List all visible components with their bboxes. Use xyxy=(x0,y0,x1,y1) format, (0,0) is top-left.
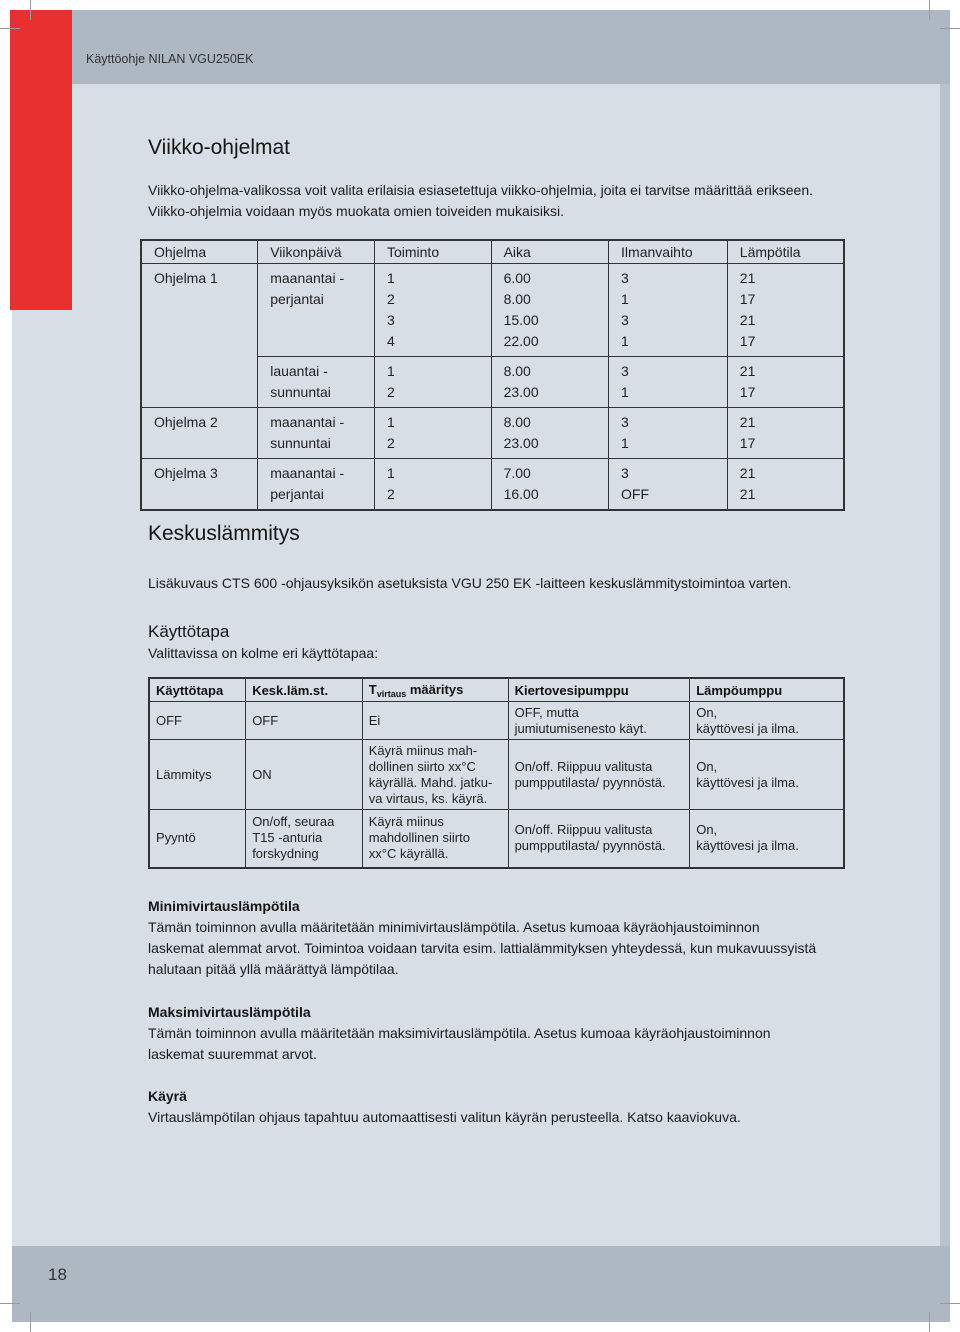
cell-line: maanantai - xyxy=(270,270,345,286)
weekly-programs-intro xyxy=(148,180,868,222)
table-cell-mode xyxy=(149,810,246,868)
table-cell-day xyxy=(258,264,375,357)
cell-line: 1 xyxy=(386,414,395,430)
table-header-row xyxy=(149,678,844,702)
table-cell-day xyxy=(258,357,375,408)
text-line: Tämän toiminnon avulla määritetään minimivirtauslämpötila. Asetus kumoaa käyräohjaustoiminnon xyxy=(148,919,760,935)
table-cell-func xyxy=(374,264,491,357)
cell-line: 21 xyxy=(739,465,756,481)
table-cell-heat xyxy=(690,702,844,740)
cell-line: 3 xyxy=(386,312,395,328)
table-cell-vent xyxy=(609,459,728,511)
cell-line: 21 xyxy=(739,270,756,286)
cell-line: On/off. Riippuu valitusta xyxy=(514,758,653,774)
cell-line: forskydning xyxy=(252,846,319,862)
table-cell-temp xyxy=(727,408,844,459)
cell-line: sunnuntai xyxy=(270,384,331,400)
table-row xyxy=(149,810,844,868)
cell-line: 8.00 xyxy=(503,291,531,307)
cell-line: 3 xyxy=(621,312,629,328)
cell-line: Ohjelma 3 xyxy=(154,465,218,481)
cell-line: 21 xyxy=(739,363,756,379)
cell-line: 3 xyxy=(621,363,629,379)
table-row xyxy=(141,459,844,511)
cell-line: 1 xyxy=(621,435,629,451)
cell-line: Käyrä miinus mah- xyxy=(368,742,478,758)
page-number: 18 xyxy=(48,1265,67,1284)
cell-line: 16.00 xyxy=(503,486,539,502)
column-header: Ohjelma xyxy=(141,240,258,264)
cell-line: Ei xyxy=(368,712,381,728)
cell-line: 21 xyxy=(739,312,756,328)
cell-line: maanantai - xyxy=(270,465,345,481)
table-cell-t xyxy=(362,740,508,810)
table-cell-program xyxy=(141,408,258,459)
central-heating-title: Keskuslämmitys xyxy=(148,522,300,545)
cell-line: maanantai - xyxy=(270,414,345,430)
cell-line: 4 xyxy=(386,333,395,349)
cell-line: 2 xyxy=(386,486,395,502)
cell-line: 2 xyxy=(386,435,395,451)
table-cell-t xyxy=(362,702,508,740)
cell-line: 15.00 xyxy=(503,312,539,328)
cell-line: Ohjelma 2 xyxy=(154,414,218,430)
cell-line: Pyyntö xyxy=(156,830,196,846)
table-row xyxy=(141,357,844,408)
cell-line: perjantai xyxy=(270,486,324,502)
min-flow-temp-title: Minimivirtauslämpötila xyxy=(148,898,300,914)
column-header: Käyttötapa xyxy=(149,678,246,702)
intro-line: Lisäkuvaus CTS 600 -ohjausyksikön asetuksista VGU 250 EK -laitteen keskuslämmitystoimintoa varten. xyxy=(148,575,792,591)
header-band xyxy=(12,10,950,84)
max-flow-temp-text xyxy=(148,1023,868,1065)
min-flow-temp-text xyxy=(148,917,868,980)
cell-line: 17 xyxy=(739,333,756,349)
table-cell-vent xyxy=(609,357,728,408)
text-line: Tämän toiminnon avulla määritetään maksimivirtauslämpötila. Asetus kumoaa käyräohjaustoiminnon xyxy=(148,1025,771,1041)
cell-line: 2 xyxy=(386,291,395,307)
column-header: Toiminto xyxy=(374,240,491,264)
cell-line: On, xyxy=(696,758,718,774)
table-cell-kesk xyxy=(246,810,363,868)
cell-line: 2 xyxy=(386,384,395,400)
cell-line: 23.00 xyxy=(503,384,539,400)
cell-line: 17 xyxy=(739,435,756,451)
cell-line: va virtaus, ks. käyrä. xyxy=(368,790,488,806)
cell-line: On/off, seuraa xyxy=(252,814,335,830)
cell-line: sunnuntai xyxy=(270,435,331,451)
intro-line: Valittavissa on kolme eri käyttötapaa: xyxy=(148,645,379,661)
crop-mark xyxy=(30,0,31,20)
column-header: Viikonpäivä xyxy=(258,240,375,264)
cell-line: 1 xyxy=(621,291,629,307)
cell-line: lauantai - xyxy=(270,363,328,379)
cell-line: xx°C käyrällä. xyxy=(368,846,449,862)
cell-line: On, xyxy=(696,822,718,838)
table-cell-temp xyxy=(727,264,844,357)
crop-mark xyxy=(929,0,930,20)
cell-line: mahdollinen siirto xyxy=(368,830,470,846)
cell-line: On/off. Riippuu valitusta xyxy=(514,822,653,838)
crop-mark xyxy=(929,1312,930,1332)
cell-line xyxy=(154,361,257,382)
t-suffix: määritys xyxy=(406,681,464,697)
cell-line: OFF xyxy=(252,712,279,728)
cell-line: käyttövesi ja ilma. xyxy=(696,838,799,854)
curve-text xyxy=(148,1107,868,1128)
intro-line: Viikko-ohjelmia voidaan myös muokata omien toiveiden mukaisiksi. xyxy=(148,203,565,219)
right-edge-strip xyxy=(940,84,950,1248)
table-cell-program xyxy=(141,459,258,511)
cell-line: käyttövesi ja ilma. xyxy=(696,774,799,790)
table-cell-program xyxy=(141,264,258,357)
cell-line: 8.00 xyxy=(503,363,531,379)
document-header-title: Käyttöohje NILAN VGU250EK xyxy=(86,52,254,66)
table-cell-time xyxy=(491,357,608,408)
weekly-programs-title: Viikko-ohjelmat xyxy=(148,136,291,159)
table-cell-pump xyxy=(508,740,690,810)
cell-line: 3 xyxy=(621,465,629,481)
table-cell-day xyxy=(258,459,375,511)
text-line: Virtauslämpötilan ohjaus tapahtuu automaattisesti valitun käyrän perusteella. Katso kaaviokuva. xyxy=(148,1109,741,1125)
table-cell-vent xyxy=(609,408,728,459)
column-header: Lämpöumppu xyxy=(690,678,844,702)
cell-line: 21 xyxy=(739,414,756,430)
cell-line: 6.00 xyxy=(503,270,531,286)
curve-title: Käyrä xyxy=(148,1088,187,1104)
cell-line: T15 -anturia xyxy=(252,830,323,846)
operating-mode-intro xyxy=(148,643,868,664)
cell-line: 3 xyxy=(621,270,629,286)
cell-line: OFF, mutta xyxy=(514,704,579,720)
text-line: halutaan pitää yllä määrättyä lämpötilaa. xyxy=(148,961,399,977)
table-cell-heat xyxy=(690,810,844,868)
table-cell-kesk xyxy=(246,740,363,810)
footer-band xyxy=(12,1246,950,1322)
cell-line: 3 xyxy=(621,414,629,430)
table-cell-func xyxy=(374,357,491,408)
cell-line: perjantai xyxy=(270,291,324,307)
table-cell-func xyxy=(374,408,491,459)
cell-line: 17 xyxy=(739,291,756,307)
table-header-row xyxy=(141,240,844,264)
column-header: Aika xyxy=(491,240,608,264)
cell-line: dollinen siirto xx°C xyxy=(368,758,476,774)
column-header: Kiertovesipumppu xyxy=(508,678,690,702)
table-cell-mode xyxy=(149,740,246,810)
t-symbol: T xyxy=(368,681,377,697)
cell-line: 23.00 xyxy=(503,435,539,451)
cell-line: 1 xyxy=(621,384,629,400)
red-accent-bar xyxy=(10,10,72,310)
table-cell-pump xyxy=(508,702,690,740)
column-header: Lämpötila xyxy=(727,240,844,264)
table-cell-program xyxy=(141,357,258,408)
table-row xyxy=(141,408,844,459)
cell-line: käyttövesi ja ilma. xyxy=(696,720,799,736)
cell-line: OFF xyxy=(156,712,182,728)
cell-line: 1 xyxy=(621,333,629,349)
table-cell-time xyxy=(491,459,608,511)
operating-mode-table xyxy=(148,677,845,869)
cell-line: ON xyxy=(252,766,272,782)
table-cell-day xyxy=(258,408,375,459)
table-cell-temp xyxy=(727,357,844,408)
table-cell-time xyxy=(491,264,608,357)
crop-mark xyxy=(940,28,960,29)
cell-line: jumiutumisenesto käyt. xyxy=(514,720,647,736)
crop-mark xyxy=(30,1312,31,1332)
cell-line: 8.00 xyxy=(503,414,531,430)
cell-line: 7.00 xyxy=(503,465,531,481)
table-cell-vent xyxy=(609,264,728,357)
text-line: laskemat alemmat arvot. Toimintoa voidaan tarvita esim. lattialämmityksen yhteydessä, kun mukavuussyistä xyxy=(148,940,817,956)
intro-line: Viikko-ohjelma-valikossa voit valita erilaisia esiasetettuja viikko-ohjelmia, joita ei tarvitse määrittää erikseen. xyxy=(148,182,814,198)
cell-line: käyrällä. Mahd. jatku- xyxy=(368,774,493,790)
table-cell-heat xyxy=(690,740,844,810)
crop-mark xyxy=(0,28,20,29)
t-subscript: virtaus xyxy=(376,688,407,699)
cell-line: 22.00 xyxy=(503,333,539,349)
table-cell-t xyxy=(362,810,508,868)
cell-line: pumpputilasta/ pyynnöstä. xyxy=(514,838,666,854)
table-cell-kesk xyxy=(246,702,363,740)
weekly-program-table xyxy=(140,239,845,511)
cell-line: OFF xyxy=(621,486,650,502)
cell-line: 1 xyxy=(386,270,395,286)
crop-mark xyxy=(940,1303,960,1304)
cell-line: 17 xyxy=(739,384,756,400)
cell-line: 1 xyxy=(386,465,395,481)
column-header: Ilmanvaihto xyxy=(609,240,728,264)
table-cell-pump xyxy=(508,810,690,868)
table-row xyxy=(149,702,844,740)
central-heating-intro xyxy=(148,573,868,594)
table-cell-mode xyxy=(149,702,246,740)
max-flow-temp-title: Maksimivirtauslämpötila xyxy=(148,1004,311,1020)
column-header: Kesk.läm.st. xyxy=(246,678,363,702)
table-row xyxy=(149,740,844,810)
cell-line: pumpputilasta/ pyynnöstä. xyxy=(514,774,666,790)
table-cell-time xyxy=(491,408,608,459)
cell-line: 1 xyxy=(386,363,395,379)
column-header-t-flow xyxy=(362,678,508,702)
table-cell-func xyxy=(374,459,491,511)
cell-line: On, xyxy=(696,704,718,720)
table-row xyxy=(141,264,844,357)
cell-line: Ohjelma 1 xyxy=(154,270,218,286)
crop-mark xyxy=(0,1303,20,1304)
operating-mode-title: Käyttötapa xyxy=(148,622,230,641)
cell-line: 21 xyxy=(739,486,756,502)
table-cell-temp xyxy=(727,459,844,511)
cell-line: Käyrä miinus xyxy=(368,814,444,830)
text-line: laskemat suuremmat arvot. xyxy=(148,1046,317,1062)
cell-line: Lämmitys xyxy=(156,766,212,782)
